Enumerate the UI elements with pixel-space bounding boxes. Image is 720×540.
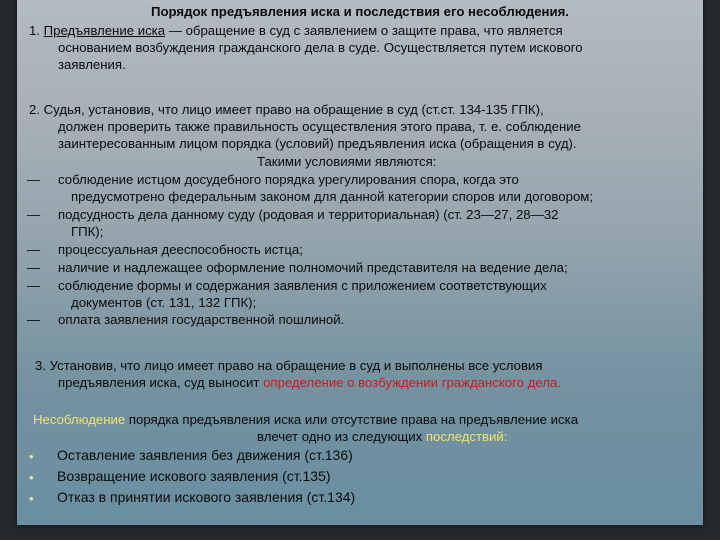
p1-prefix: 1. <box>29 23 44 38</box>
item-0-line1: соблюдение истцом досудебного порядка урегулирования спора, когда это <box>58 172 519 187</box>
p4-line1-rest: порядка предъявления иска или отсутствие права на предъявление иска <box>125 412 579 427</box>
item-5-line1: оплата заявления государственной пошлиной. <box>58 312 345 327</box>
p1-line3: заявления. <box>58 57 126 72</box>
p1-line1-rest: — обращение в суд с заявлением о защите права, что является <box>165 23 563 38</box>
consequence-1: Возвращение искового заявления (ст.135) <box>57 468 331 484</box>
item-0-line2: предусмотрено федеральным законом для данной категории споров или договором; <box>71 189 594 204</box>
p4-line1 <box>33 411 578 428</box>
p4-consequences-highlight: последствий: <box>425 429 508 444</box>
item-dash: — <box>27 312 41 327</box>
bullet-icon: • <box>29 470 34 485</box>
p1-term: Предъявление иска <box>43 23 166 38</box>
bottom-border <box>0 525 720 540</box>
item-4-line2: документов (ст. 131, 132 ГПК); <box>71 295 257 310</box>
p3-line2-plain: предъявления иска, суд выносит <box>58 375 264 390</box>
p4-noncompliance-highlight: Несоблюдение <box>33 412 126 427</box>
item-1-line2: ГПК); <box>71 224 104 239</box>
item-dash: — <box>27 242 41 257</box>
item-4-line1: соблюдение формы и содержания заявления с приложением соответствующих <box>58 278 547 293</box>
item-dash: — <box>27 260 41 275</box>
consequence-2: Отказ в принятии искового заявления (ст.134) <box>57 489 356 505</box>
left-border <box>0 0 17 540</box>
item-dash: — <box>27 207 41 222</box>
slide-title: Порядок предъявления иска и последствия его несоблюдения. <box>151 4 569 19</box>
p3-decision-highlight: определение о возбуждении гражданского дела. <box>263 375 561 390</box>
right-border <box>703 0 720 540</box>
p2-line3: заинтересованным лицом порядка (условий) предъявления иска (обращения в суд). <box>58 136 577 151</box>
bullet-icon: • <box>29 491 34 506</box>
p3-line1: 3. Установив, что лицо имеет право на обращение в суд и выполнены все условия <box>35 358 543 373</box>
p1-line2: основанием возбуждения гражданского дела в суде. Осуществляется путем искового <box>58 40 583 55</box>
bullet-icon: • <box>29 449 34 464</box>
p2-line1: 2. Судья, установив, что лицо имеет право на обращение в суд (ст.ст. 134-135 ГПК), <box>29 102 544 117</box>
conditions-heading: Такими условиями являются: <box>257 154 437 169</box>
consequence-0: Оставление заявления без движения (ст.136) <box>57 447 353 463</box>
p4-line2-plain: влечет одно из следующих <box>257 429 426 444</box>
item-1-line1: подсудность дела данному суду (родовая и территориальная) (ст. 23—27, 28—32 <box>58 207 559 222</box>
p1-line1 <box>29 22 693 39</box>
item-2-line1: процессуальная дееспособность истца; <box>58 242 303 257</box>
p3-line2 <box>58 374 561 391</box>
p2-line2: должен проверить также правильность осуществления этого права, т. е. соблюдение <box>58 119 581 134</box>
p4-line2 <box>257 428 507 445</box>
item-dash: — <box>27 172 41 187</box>
item-dash: — <box>27 278 41 293</box>
item-3-line1: наличие и надлежащее оформление полномочий представителя на ведение дела; <box>58 260 568 275</box>
slide <box>17 0 703 525</box>
